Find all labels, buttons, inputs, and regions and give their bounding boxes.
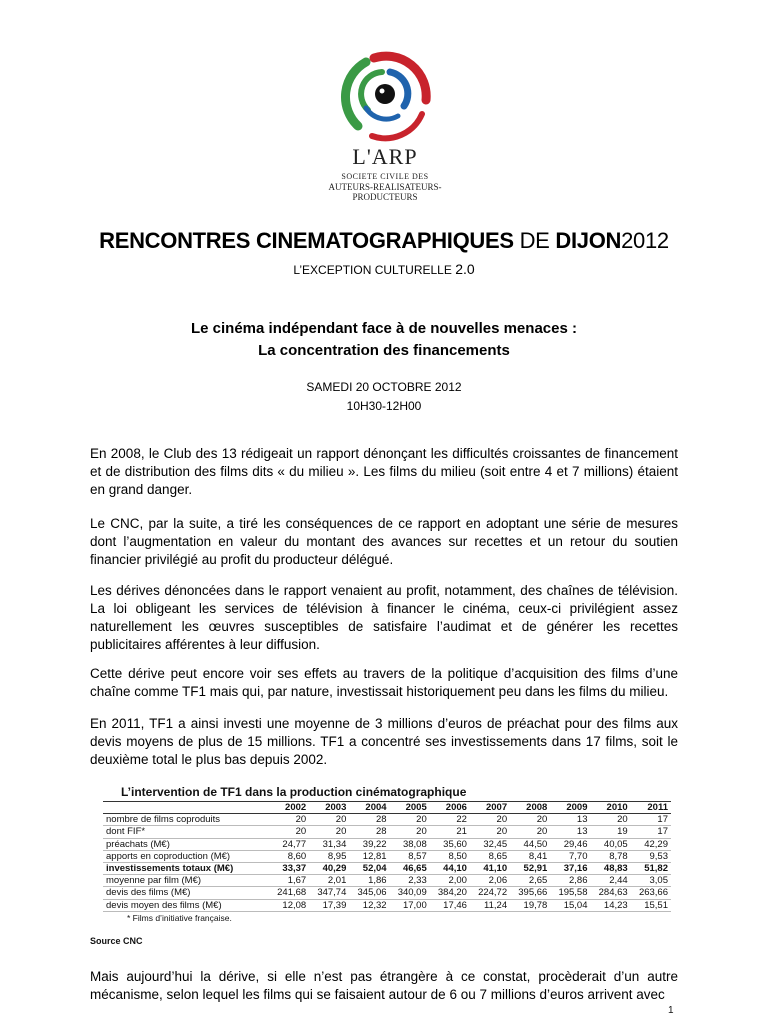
table-cell: 52,04 bbox=[349, 862, 389, 874]
table-cell: 39,22 bbox=[349, 838, 389, 850]
event-time: 10H30-12H00 bbox=[346, 399, 422, 413]
table-cell: 263,66 bbox=[631, 887, 671, 899]
table-cell: 44,50 bbox=[510, 838, 550, 850]
table-cell: 29,46 bbox=[550, 838, 590, 850]
page-number: 1 bbox=[668, 1005, 674, 1016]
logo-name: L'ARP bbox=[352, 144, 418, 169]
table-cell: 8,50 bbox=[430, 850, 470, 862]
table-cell: 20 bbox=[470, 814, 510, 826]
table-cell: 8,95 bbox=[309, 850, 349, 862]
table-cell: 2,44 bbox=[591, 875, 631, 887]
table-row bbox=[103, 826, 671, 838]
paragraph-2: Le CNC, par la suite, a tiré les conséquences de ce rapport en adoptant une série de mesures dont l’augmentation en valeur du montant des avances sur recettes et un retour du soutien financier privilégié au profit du producteur délégué. bbox=[90, 516, 678, 567]
table-row-label: dont FIF* bbox=[103, 826, 269, 838]
table-cell: 46,65 bbox=[390, 862, 430, 874]
table-source: Source CNC bbox=[90, 936, 143, 946]
table-cell: 44,10 bbox=[430, 862, 470, 874]
table-cell: 17,39 bbox=[309, 899, 349, 911]
table-cell: 2,01 bbox=[309, 875, 349, 887]
table-header-year: 2004 bbox=[349, 802, 389, 814]
table-cell: 2,06 bbox=[470, 875, 510, 887]
table-cell: 33,37 bbox=[269, 862, 309, 874]
table-cell: 12,32 bbox=[349, 899, 389, 911]
logo-subtitle-2: AUTEURS-REALISATEURS-PRODUCTEURS bbox=[328, 182, 442, 202]
paragraph-6: Mais aujourd’hui la dérive, si elle n’est pas étrangère à ce constat, procèderait d’un autre mécanisme, selon lequel les films qui se faisaient autour de 6 ou 7 millions d’euros arrivent avec bbox=[90, 969, 678, 1002]
table-cell: 17 bbox=[631, 814, 671, 826]
table-header-year: 2010 bbox=[591, 802, 631, 814]
subtitle-version: 2.0 bbox=[455, 261, 475, 277]
table-cell: 12,08 bbox=[269, 899, 309, 911]
title-city: DIJON bbox=[555, 228, 622, 253]
title-de: DE bbox=[519, 228, 550, 253]
table-cell: 28 bbox=[349, 826, 389, 838]
table-header-year: 2008 bbox=[510, 802, 550, 814]
paragraph-4: Cette dérive peut encore voir ses effets au travers de la politique d’acquisition des films d’une chaîne comme TF1 mais qui, par nature, investissait historiquement peu dans les films du milieu. bbox=[90, 666, 678, 699]
table-footnote: * Films d’initiative française. bbox=[127, 912, 232, 923]
table-cell: 8,57 bbox=[390, 850, 430, 862]
table-cell: 340,09 bbox=[390, 887, 430, 899]
table-title: L’intervention de TF1 dans la production cinématographique bbox=[121, 785, 467, 799]
table-row-label: devis des films (M€) bbox=[103, 887, 269, 899]
table-cell: 38,08 bbox=[390, 838, 430, 850]
table-cell: 347,74 bbox=[309, 887, 349, 899]
table-cell: 195,58 bbox=[550, 887, 590, 899]
table-row bbox=[103, 862, 671, 874]
table-cell: 9,53 bbox=[631, 850, 671, 862]
headline bbox=[0, 318, 768, 362]
table-row-label: nombre de films coproduits bbox=[103, 814, 269, 826]
table-row-label: devis moyen des films (M€) bbox=[103, 899, 269, 911]
table-cell: 2,00 bbox=[430, 875, 470, 887]
table-row bbox=[103, 814, 671, 826]
table-cell: 13 bbox=[550, 826, 590, 838]
headline-line-2: La concentration des financements bbox=[258, 342, 510, 359]
table-cell: 14,23 bbox=[591, 899, 631, 911]
table-header-year: 2011 bbox=[631, 802, 671, 814]
table-row-label: préachats (M€) bbox=[103, 838, 269, 850]
table-cell: 3,05 bbox=[631, 875, 671, 887]
table-cell: 12,81 bbox=[349, 850, 389, 862]
event-date: SAMEDI 20 OCTOBRE 2012 bbox=[306, 380, 462, 394]
table-cell: 41,10 bbox=[470, 862, 510, 874]
table-cell: 20 bbox=[309, 826, 349, 838]
table-cell: 20 bbox=[591, 814, 631, 826]
table-row-label: investissements totaux (M€) bbox=[103, 862, 269, 874]
table-cell: 32,45 bbox=[470, 838, 510, 850]
table-cell: 37,16 bbox=[550, 862, 590, 874]
table-row bbox=[103, 850, 671, 862]
table-header-year: 2007 bbox=[470, 802, 510, 814]
table-header-year: 2003 bbox=[309, 802, 349, 814]
table-header-year: 2006 bbox=[430, 802, 470, 814]
table-cell: 19,78 bbox=[510, 899, 550, 911]
table-cell: 345,06 bbox=[349, 887, 389, 899]
table-row bbox=[103, 899, 671, 911]
table-row bbox=[103, 838, 671, 850]
table-row-label: moyenne par film (M€) bbox=[103, 875, 269, 887]
table-cell: 8,60 bbox=[269, 850, 309, 862]
table-cell: 19 bbox=[591, 826, 631, 838]
table-cell: 20 bbox=[269, 826, 309, 838]
table-row bbox=[103, 887, 671, 899]
table-cell: 2,65 bbox=[510, 875, 550, 887]
table-cell: 8,78 bbox=[591, 850, 631, 862]
table-cell: 15,51 bbox=[631, 899, 671, 911]
table-cell: 40,29 bbox=[309, 862, 349, 874]
larp-logo bbox=[300, 48, 470, 202]
table-header-year: 2005 bbox=[390, 802, 430, 814]
table-cell: 35,60 bbox=[430, 838, 470, 850]
logo-subtitle-1: SOCIETE CIVILE DES bbox=[341, 172, 429, 181]
table-cell: 7,70 bbox=[550, 850, 590, 862]
table-cell: 17,46 bbox=[430, 899, 470, 911]
title-year: 2012 bbox=[621, 228, 669, 253]
table-cell: 11,24 bbox=[470, 899, 510, 911]
table-body bbox=[103, 814, 671, 912]
table-cell: 8,65 bbox=[470, 850, 510, 862]
tf1-investment-table bbox=[103, 801, 671, 912]
table-cell: 1,67 bbox=[269, 875, 309, 887]
table-cell: 2,86 bbox=[550, 875, 590, 887]
table-cell: 31,34 bbox=[309, 838, 349, 850]
table-header-year: 2009 bbox=[550, 802, 590, 814]
headline-line-1: Le cinéma indépendant face à de nouvelles menaces : bbox=[191, 320, 577, 337]
table-cell: 28 bbox=[349, 814, 389, 826]
table-cell: 384,20 bbox=[430, 887, 470, 899]
table-cell: 20 bbox=[269, 814, 309, 826]
table-cell: 17 bbox=[631, 826, 671, 838]
table-cell: 224,72 bbox=[470, 887, 510, 899]
document-subtitle bbox=[0, 261, 768, 277]
paragraph-5: En 2011, TF1 a ainsi investi une moyenne de 3 millions d’euros de préachat pour des films aux devis moyens de plus de 15 millions. TF1 a concentré ses investissements dans 17 films, soit le deuxième total le plus bas depuis 2002. bbox=[90, 716, 678, 767]
larp-swirl-logo-icon bbox=[338, 48, 432, 142]
document-title bbox=[0, 228, 768, 254]
table-row bbox=[103, 875, 671, 887]
table-cell: 241,68 bbox=[269, 887, 309, 899]
table-cell: 8,41 bbox=[510, 850, 550, 862]
table-cell: 20 bbox=[390, 826, 430, 838]
table-header-row bbox=[103, 802, 671, 814]
table-row-label: apports en coproduction (M€) bbox=[103, 850, 269, 862]
table-cell: 20 bbox=[390, 814, 430, 826]
table-cell: 20 bbox=[309, 814, 349, 826]
table-cell: 395,66 bbox=[510, 887, 550, 899]
tf1-investment-table-block bbox=[97, 783, 677, 923]
table-cell: 13 bbox=[550, 814, 590, 826]
table-header-year: 2002 bbox=[269, 802, 309, 814]
table-cell: 1,86 bbox=[349, 875, 389, 887]
paragraph-1: En 2008, le Club des 13 rédigeait un rapport dénonçant les difficultés croissantes de financement et de distribution des films dits « du milieu ». Les films du milieu (soit entre 4 et 7 millions) étaient en grand danger. bbox=[90, 446, 678, 497]
table-cell: 15,04 bbox=[550, 899, 590, 911]
paragraph-3: Les dérives dénoncées dans le rapport venaient au profit, notamment, des chaînes de télévision. La loi obligeant les services de télévision à financer le cinéma, ceux-ci privilégient assez naturellement les œuvres susceptibles de satisfaire l’audimat et de générer les recettes publicitaires afférentes à leur diffusion. bbox=[90, 583, 678, 652]
table-cell: 40,05 bbox=[591, 838, 631, 850]
table-cell: 51,82 bbox=[631, 862, 671, 874]
table-cell: 20 bbox=[510, 826, 550, 838]
table-cell: 284,63 bbox=[591, 887, 631, 899]
table-cell: 52,91 bbox=[510, 862, 550, 874]
table-cell: 22 bbox=[430, 814, 470, 826]
table-cell: 20 bbox=[470, 826, 510, 838]
table-cell: 48,83 bbox=[591, 862, 631, 874]
table-cell: 17,00 bbox=[390, 899, 430, 911]
table-cell: 21 bbox=[430, 826, 470, 838]
title-main: RENCONTRES CINEMATOGRAPHIQUES bbox=[99, 228, 514, 253]
table-header-label bbox=[103, 802, 269, 814]
table-cell: 20 bbox=[510, 814, 550, 826]
table-cell: 42,29 bbox=[631, 838, 671, 850]
table-cell: 2,33 bbox=[390, 875, 430, 887]
subtitle-text: L’EXCEPTION CULTURELLE bbox=[293, 263, 452, 277]
table-cell: 24,77 bbox=[269, 838, 309, 850]
